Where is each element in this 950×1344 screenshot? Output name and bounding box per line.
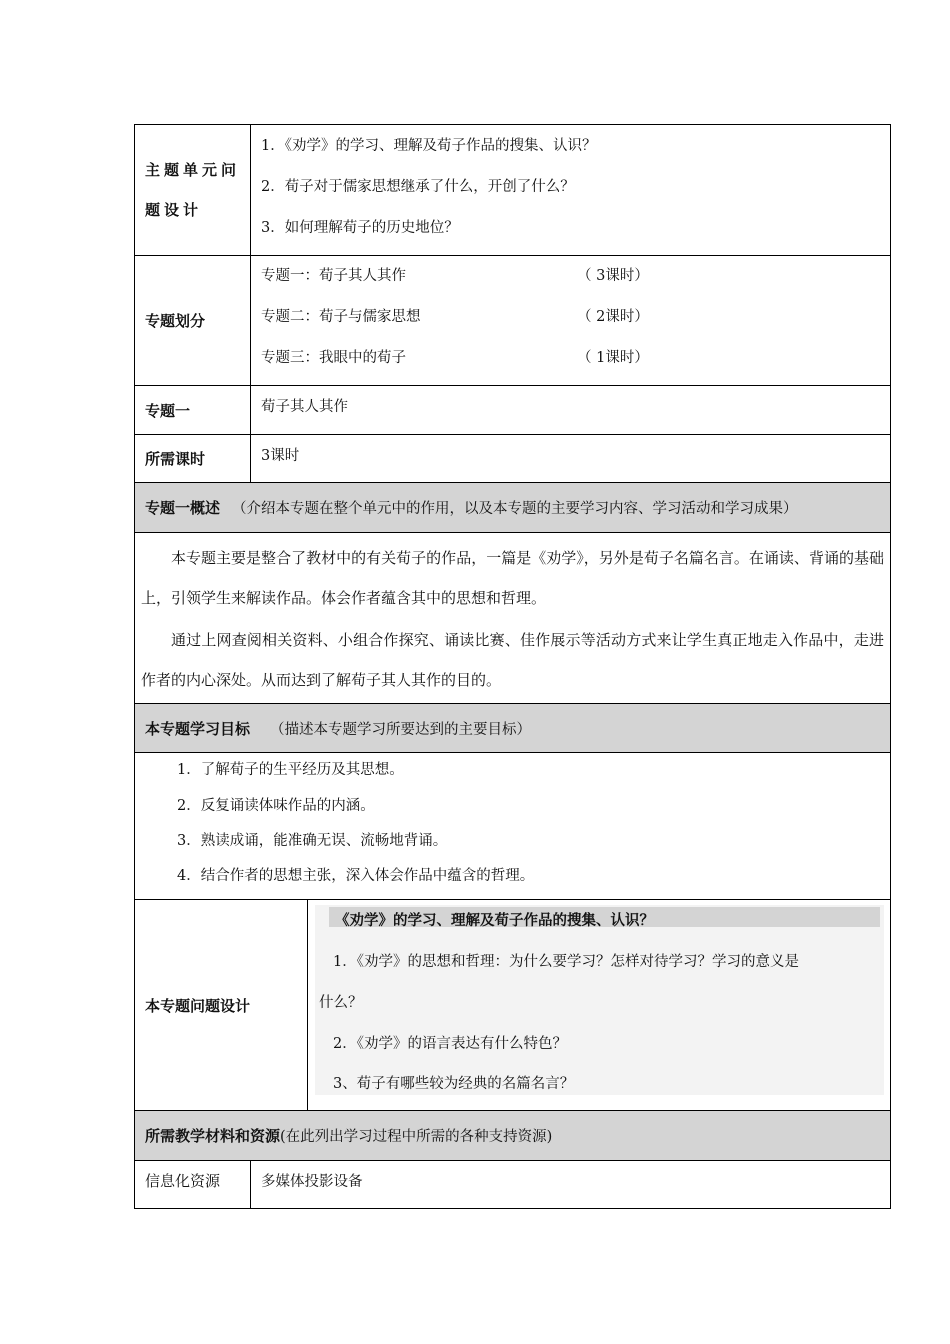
topic-division-label: 专题划分 [135,256,251,385]
materials-description: (在此列出学习过程中所需的各种支持资源) [280,1129,553,1145]
topic-division-row [135,256,890,386]
required-hours-row [135,435,890,483]
unit-question-item: 1．《劝学》的学习、理解及荀子作品的搜集、认识？ [261,138,597,154]
goals-list-row [135,753,890,900]
unit-question-item: 2．荀子对于儒家思想继承了什么，开创了什么？ [261,179,575,195]
overview-description: （介绍本专题在整个单元中的作用，以及本专题的主要学习内容、学习活动和学习成果） [232,501,798,517]
overview-paragraph: 本专题主要是整合了教材中的有关荀子的作品，一篇是《劝学》，另外是荀子名篇名言。在诵读、背诵的基础上，引领学生来解读作品。体会作者蕴含其中的思想和哲理。 [141,549,884,607]
topic-item-hours: （ 1课时） [577,350,649,366]
overview-paragraph: 通过上网查阅相关资料、小组合作探究、诵读比赛、佳作展示等活动方式来让学生真正地走入作品中，走进作者的内心深处。从而达到了解荀子其人其作的目的。 [141,631,884,689]
topic-item-hours: （ 3课时） [577,268,649,284]
goal-item: 1．了解荀子的生平经历及其思想。 [177,762,404,778]
required-hours-value: 3课时 [261,448,300,464]
goal-item: 3．熟读成诵，能准确无误、流畅地背诵。 [177,833,448,849]
problem-design-title: 《劝学》的学习、理解及荀子作品的搜集、认识？ [335,913,654,929]
unit-question-item: 3．如何理解荀子的历史地位？ [261,220,459,236]
goals-description: （描述本专题学习所要达到的主要目标） [270,721,532,738]
it-resources-row [135,1161,890,1208]
problem-question: 2．《劝学》的语言表达有什么特色？ [333,1036,567,1052]
overview-heading: 专题一概述 [145,499,221,517]
topic-item-title: 专题一：荀子其人其作 [261,268,406,284]
topic-one-value: 荀子其人其作 [261,399,348,415]
problem-question-continued: 什么？ [319,995,363,1011]
problem-question: 3、荀子有哪些较为经典的名篇名言？ [333,1076,575,1092]
it-resources-value-cell [261,1161,884,1208]
problem-design-row [135,900,890,1111]
topic-item-hours: （ 2课时） [577,309,649,325]
overview-header-row [135,483,890,533]
it-resources-label: 信息化资源 [135,1161,251,1208]
lesson-plan-table [134,124,891,1209]
required-hours-value-cell [261,435,884,482]
materials-header-row [135,1111,890,1161]
goal-item: 4．结合作者的思想主张，深入体会作品中蕴含的哲理。 [177,868,535,884]
topic-item-title: 专题三：我眼中的荀子 [261,350,406,366]
unit-questions-list [261,125,884,255]
it-resources-value: 多媒体投影设备 [261,1174,363,1190]
goals-heading: 本专题学习目标 [145,719,251,738]
materials-heading: 所需教学材料和资源 [145,1127,281,1145]
problem-design-label: 本专题问题设计 [135,900,308,1110]
required-hours-label: 所需课时 [135,435,251,482]
unit-questions-label: 主题单元问题设计 [135,125,251,255]
overview-header [145,483,798,532]
goal-item: 2．反复诵读体味作品的内涵。 [177,798,375,814]
overview-body-row [135,533,890,704]
problem-question: 1．《劝学》的思想和哲理：为什么要学习？怎样对待学习？学习的意义是 [333,954,799,970]
topic-one-row [135,386,890,435]
topic-item-title: 专题二：荀子与儒家思想 [261,309,421,325]
materials-header [145,1111,552,1160]
goals-header-row [135,704,890,753]
topic-one-label: 专题一 [135,386,251,434]
problem-design-box [315,905,884,1095]
goals-header [145,704,531,752]
topic-division-list [261,256,884,385]
topic-one-value-cell [261,386,884,434]
unit-questions-row [135,125,890,256]
